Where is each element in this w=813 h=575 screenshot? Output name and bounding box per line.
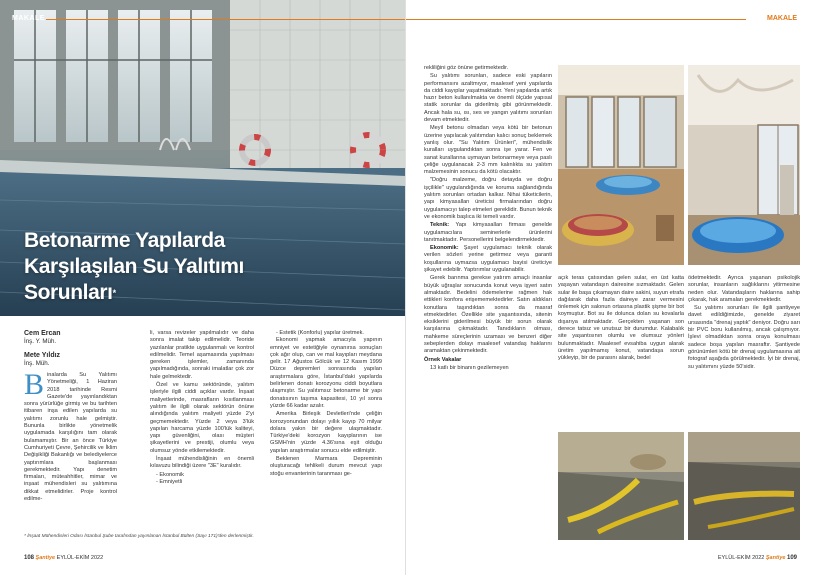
paragraph: "Doğru malzeme, doğru detayda ve doğru işçilikle" uygulandığında ve koruma sağlandığında yalıtım sorunları ortadan kalkar. Nihai tüketicilerin, yapı kimyasalları üreticisi firmalarından doğru uygulamacıyı talep etmeleri gereklidir. Bunun teknik ve ekonomik başlıca iki temeli vardır. — [424, 177, 552, 220]
title-line-2: Karşılaşılan Su Yalıtımı — [24, 255, 244, 278]
body-column-4 — [424, 65, 552, 373]
rules-list-cont — [270, 330, 382, 337]
intro-paragraph — [24, 368, 117, 503]
folio-left — [24, 555, 103, 561]
term-label: Teknik: — [430, 222, 450, 229]
paragraph: Su yalıtımı sorunları ile ilgili şantiyeye davet edildiğimizde, genelde ziyaret ursasında "drenaj yaptık" deniyor. Doğru sarı bir PVC boru kullanılmış, ancak çalışmıyor. İşlevi olmadıktan sonra oraya konulması sadece boşa yapılan masraftır. Şantiyede görünümleri kötü bir drenaj uygulamasına ait fotograf aşağıda görülmektedir. İyi bir drenaj, su yalıtımını yüzde 50'sidir. — [688, 305, 800, 370]
paragraph: Ekonomi yapmak amacıyla yapının emniyet ve estetiğiyle oynanırsa sonuçları çok ağır olup, can ve mal kayıpları meydana gelir. 17 Ağustos Gölcük ve 12 Kasım 1999 Düzce depremleri sonrasında yapılan araştırmalara göre, İstanbul'daki yapılarda belirlenen donatı korozyonu ciddi boyutlara ulaşmıştır. Su yalıtımsız betonarme bir yapı donatısının taşıma kapasitesi, 10 yıl sonra yüzde 66 kadar azalır. — [270, 337, 382, 409]
drop-cap: B — [24, 368, 45, 401]
intro-text: inalarda Su Yalıtımı Yönetmeliği, 1 Haziran 2018 tarihinde Resmi Gazete'de yayınlandıktan sonra yürürlüğe girmiş ve bu tarihten itibaren inşa edilen yapılarda su yalıtımı zorunlu hale gelmiştir. Bununla birlikte yönetmelik uygulamada karşılığını tam olarak bulamamıştır. Bir an önce Türkiye Cumhuriyeti Çevre, Şehircilik ve İklim Değişikliği Bakanlığı ve belediyelerce yaptırımlara başlanması gerekmektedir. Yapı denetim firmaları, müteahhitler, mimar ve inşaat mühendisleri su yalıtımına dikkat etmelidirler. Proje kontrol edilme- — [24, 372, 117, 503]
footnote: * İnşaat Mühendisleri Odası İstanbul Şube tarafından yayınlanan İstanbul Bülten (Sayı 171)'den derlenmiştir. — [24, 534, 254, 539]
folio-right — [718, 555, 797, 561]
paragraph: açık teras çatısından gelen sular, en üst katta yaşayan vatandaşın dairesine sızmaktadır. Gelen sular ile başa çıkamayan daire sakini, suyun etrafa dağılarak daha fazla daireye zarar vermesini önlemek için salonun ortasına plastik şişme bir bot koymuştur. Bot su ile dolunca dolan su kovalarla dışarıya atılmaktadır. Gerçekten yaşanan son derece tatsız ve unutsuz bir durumdur. Kalabalık site yaşantısının olumlu ve olumsuz yönleri bulunmaktadır. Maalesef evsahiba uygun alarak üretim yapılmamış konut, vatandaşa sorun yükleyip, bir de parasını alarak, bedel — [558, 275, 684, 362]
issue-date: EYLÜL-EKİM 2022 — [56, 555, 104, 561]
author-block — [24, 330, 110, 368]
title-line-3-text: Sorunları — [24, 281, 113, 304]
list-item: - Estetik (Konforlu) yapılar üretmek. — [276, 330, 364, 336]
title-line-3 — [24, 280, 354, 306]
paragraph: Amerika Birleşik Devletleri'nde çeliğin korozyonundan dolayı yıllık kayıp 70 milyar dolara yakın bir değere ulaşmaktadır. Türkiye'deki korozyon kayıplarının ise GSMH'nin yüzde 4.36'sına eşit olduğu yapılan araştırmalar sonucu elde edilmiştir. — [270, 411, 382, 454]
title-footnote-mark: * — [112, 288, 116, 298]
article-title — [24, 228, 354, 306]
term-text: Yapı kimyasalları firması genelde uygulamacılara seminerlerle ürünlerini tanıtmaktadır. Personellerini belgelendirmektedir. — [424, 222, 552, 243]
paragraph — [424, 245, 552, 274]
right-page — [406, 0, 813, 575]
issue-date: EYLÜL-EKİM 2022 — [717, 555, 765, 561]
paragraph: Gerek barınma gerekse yatırım amaçlı insanlar büyük uğraşlar sonucunda konut veya işyeri satın almaktadır. Bedelini ödemelerine rağmen hak ettikleri konfora erişememektedirler. Satın aldıkları konutlara taşındıktan sonra da masraf etmektedirler. Özellikle site yaşantısında, sitenin eksiklerini giderilmesi büyük bir sorun olarak karşılarına çıkmaktadır. Tanıdıkların olması, mahkeme süreçlerinin uzaması ve benzeri diğer sebeplerden dolayı maalesef vatandaş haklarını aramaktan çekinmektedir. — [424, 275, 552, 355]
term-text: Şayet uygulamacı teknik olarak verilen sözleri yerine getirmez veya garanti koşullarına uymazsa uygulamacı bayisi üreticiye şikayet edebilir. Yaptırımlar uygulanabilir. — [424, 245, 552, 274]
paragraph: Su yalıtımı sorunları, sadece eski yapıların performansını azaltmıyor, maalesef yeni yapılarda da ciddi kayıplar yaşatmaktadır. Yeni yapılarda artık hazır beton kullanılmakta ve önemli ölçüde yapısal statik sorunlar da giderilmiş gibi görünmektedir. Ancak hala su, ısı, ses ve yangın yalıtımı sorunları devam etmektedir. — [424, 73, 552, 124]
paragraph: Beklenen Marmara Depreminin oluşturacağı tehlikeli durum mevcut yapı stoğu envanterinin taranması ge- — [270, 456, 382, 477]
paragraph: Meyil betonu olmadan veya kötü bir betonun üzerine yapılacak yalıtımdan kalıcı sonuç beklemek yanlış olur. "Su Yalıtım Ürünleri", mühendislik kuralları uygulandıktan sonra işe yarar. Fen ve sanat kurallarına uymayan betonarmeye veya paslı çeliğe uygulanacak 2-3 mm kalınlıkta su yalıtım malzemesinin sonucu da kötü olacaktır. — [424, 125, 552, 176]
body-column-2 — [150, 330, 254, 486]
paragraph: li, varsa revizeler yapılmalıdır ve daha sonra imalat takip edilmelidir. Teoride yazılanlar pratikte uygulanmalı ve kontrol edilmelidir. Temel aşamasında yapılması gereken işlemler, zamanında yapılmadığında, sonraki imalatlar çok zor hale gelmektedir. — [150, 330, 254, 380]
magazine-brand: Şantiye — [35, 555, 56, 561]
body-column-6 — [688, 275, 800, 372]
paragraph: ödetmektedir. Ayrıca yaşanan psikolojik sorunlar, insanların sağlıklarını yitirmesine neden olur. Vatandaşların haklarına sahip çıkarak, hak aramaları gerekmektedir. — [688, 275, 800, 303]
magazine-brand: Şantiye — [765, 555, 786, 561]
rules-list — [150, 472, 254, 487]
list-item: - Ekonomik — [156, 471, 184, 478]
left-page — [0, 0, 406, 575]
list-item: - Emniyetli — [156, 478, 183, 485]
paragraph: rekliliğini göz önüne getirmektedir. — [424, 65, 509, 71]
body-column-3 — [270, 330, 382, 479]
author-title: İnş. Y. Müh. — [24, 338, 57, 345]
section-rule-left — [46, 19, 406, 20]
flooded-room-photo — [558, 65, 684, 265]
section-tag-left: MAKALE — [12, 15, 45, 22]
paragraph — [424, 222, 552, 244]
author-title: İnş. Müh. — [24, 360, 50, 367]
term-label: Ekonomik: — [430, 245, 459, 252]
section-rule-right — [406, 19, 746, 20]
title-line-1: Betonarme Yapılarda — [24, 229, 225, 252]
body-column-1 — [24, 368, 117, 504]
section-tag-right: MAKALE — [767, 15, 797, 22]
paragraph: Özel ve kamu sektöründe, yalıtım işleriyle ilgili ciddi açıklar vardır. İnşaat maliyetlerinde, masrafların kısıtlanması yalıtım ile ilgili olarak sektörün önüne alındığında yalıtım maliyeti yüzde 2'yi geçmemektedir. Yüzde 2 veya 3'lük yapılan harcama yüzde 100'lük kaliteyi, yapı güvenliğini, olası müşteri şikayetlerini ve prestiji, olumlu veya olumsuz yönde etkilemektedir. — [150, 382, 254, 454]
page-number: 108 — [24, 555, 35, 561]
water-damaged-room-photo — [688, 65, 800, 265]
paragraph: 13 katlı bir binanın gezilemeyen — [430, 364, 509, 371]
drainage-pipe-photo-1 — [558, 432, 684, 540]
page-number: 109 — [786, 555, 797, 561]
subheading: Örnek Vakalar — [424, 356, 462, 363]
author-name: Mete Yıldız — [24, 352, 61, 359]
body-column-5 — [558, 275, 684, 364]
drainage-pipe-photo-2 — [688, 432, 800, 540]
paragraph: İnşaat mühendisliğinin en önemli kılavuzu bilindiği üzere "3E" kuralıdır. — [150, 456, 254, 470]
author-name: Cem Ercan — [24, 330, 61, 337]
